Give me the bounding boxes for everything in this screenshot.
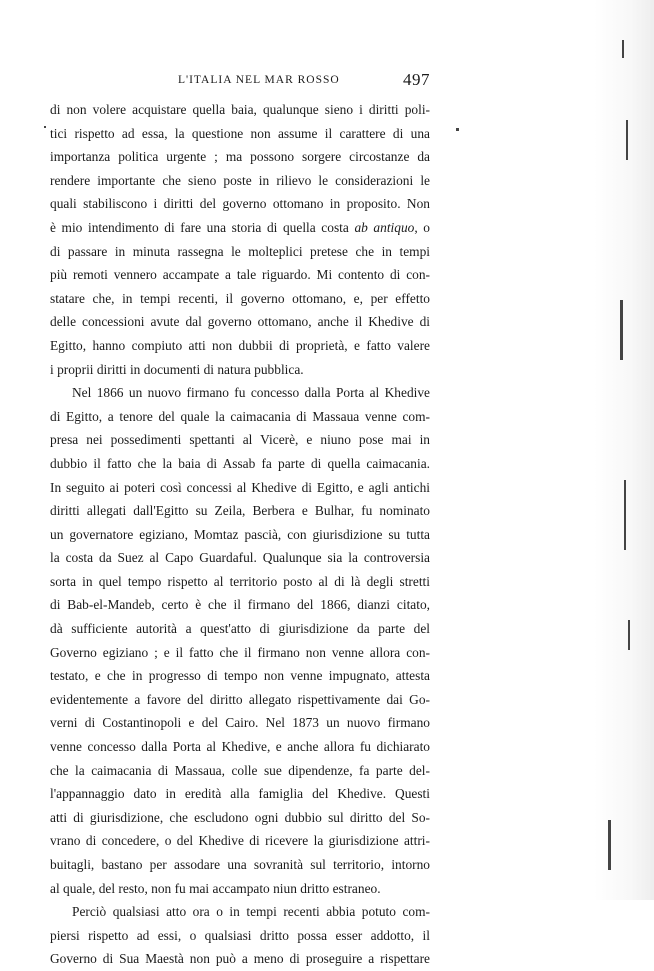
scan-speck	[626, 120, 628, 160]
text-line: di non volere acquistare quella baia, qualunque sieno i diritti poli-	[50, 102, 430, 117]
body-text	[50, 98, 430, 971]
binding-shadow	[594, 0, 654, 900]
text-line: Governo egiziano ; e il fatto che il firmano non venne allora con-	[50, 644, 430, 660]
running-title: L'ITALIA NEL MAR ROSSO	[178, 74, 340, 86]
text-line: la costa da Suez al Capo Guardaful. Qualunque sia la controversia	[50, 550, 430, 566]
text-line: sorta in quel tempo rispetto al territorio posto al di là degli stretti	[50, 573, 430, 589]
paragraph-end-line: al quale, del resto, non fu mai accampato niun dritto estraneo.	[50, 880, 381, 896]
scan-speck	[620, 300, 623, 360]
text-line: che la caimacania di Massaua, colle sue dipendenze, fa parte del-	[50, 762, 430, 778]
text-line: di passare in minuta rassegna le molteplici pretese che in tempi	[50, 243, 430, 259]
text-line: rendere importante che sieno poste in rilievo le considerazioni le	[50, 172, 430, 188]
text-line: Governo di Sua Maestà non può a meno di proseguire a rispettare	[50, 951, 430, 967]
text-line: è mio intendimento di fare una storia di quella costa ab antiquo, o	[50, 219, 431, 235]
text-line: venne concesso dalla Porta al Khedive, e anche allora fu dichiarato	[50, 739, 430, 755]
text-line: di Egitto, a tenore del quale la caimacania di Massaua venne com-	[50, 408, 430, 424]
text-line: presa nei possedimenti spettanti al Vicerè, e niuno pose mai in	[50, 432, 430, 448]
paragraph-start-line: Nel 1866 un nuovo firmano fu concesso dalla Porta al Khedive	[72, 385, 430, 401]
text-line: piersi rispetto ad essi, o qualsiasi dritto possa esser addotto, il	[50, 927, 430, 943]
scan-speck	[44, 126, 46, 128]
scan-speck	[608, 820, 611, 870]
text-line: quali stabiliscono i diritti del governo ottomano in proposito. Non	[50, 196, 430, 212]
scan-speck	[456, 128, 459, 131]
text-line: buitagli, bastano per assodare una sovranità sul territorio, intorno	[50, 857, 430, 872]
latin-phrase: ab antiquo	[354, 219, 415, 235]
scan-speck	[624, 480, 626, 550]
scan-speck	[622, 40, 624, 58]
page-header	[50, 70, 430, 94]
text-line: delle concessioni avute dal governo ottomano, anche il Khedive di	[50, 314, 430, 330]
text-line: statare che, in tempi recenti, il governo ottomano, e, per effetto	[50, 290, 430, 306]
paragraph-end-line: i proprii diritti in documenti di natura pubblica.	[50, 361, 304, 377]
text-line: vrano di concedere, o del Khedive di ricevere la giurisdizione attri-	[50, 833, 430, 849]
text-line: In seguito ai poteri così concessi al Khedive di Egitto, e agli antichi	[50, 479, 430, 495]
text-line: testato, e che in progresso di tempo non venne impugnato, attesta	[50, 668, 430, 684]
text-line: dubbio il fatto che la baia di Assab fa parte di quella caimacania.	[50, 455, 430, 471]
text-line: atti di giurisdizione, che escludono ogni dubbio sul diritto del So-	[50, 809, 430, 825]
text-line: verni di Costantinopoli e del Cairo. Nel 1873 un nuovo firmano	[50, 715, 430, 731]
page-number: 497	[403, 70, 430, 89]
text-line: di Bab-el-Mandeb, certo è che il firmano del 1866, dianzi citato,	[50, 597, 430, 613]
scan-speck	[628, 620, 630, 650]
text-line: dà sufficiente autorità a quest'atto di giurisdizione da parte del	[50, 621, 430, 637]
text-line: diritti allegati dall'Egitto su Zeila, Berbera e Bulhar, fu nominato	[50, 503, 430, 519]
text-line: evidentemente a favore del diritto allegato rispettivamente dai Go-	[50, 691, 430, 707]
text-line: più remoti vennero accampate a tale riguardo. Mi contento di con-	[50, 267, 430, 283]
text-line: Egitto, hanno compiuto atti non dubbii di proprietà, e fatto valere	[50, 337, 430, 353]
paragraph-start-line: Perciò qualsiasi atto ora o in tempi recenti abbia potuto com-	[72, 904, 430, 920]
text-line: tici rispetto ad essa, la questione non assume il carattere di una	[50, 125, 430, 141]
text-line: l'appannaggio dato in eredità alla famiglia del Khedive. Questi	[50, 786, 430, 802]
text-line: un governatore egiziano, Momtaz pascià, con giurisdizione su tutta	[50, 526, 430, 542]
text-line: importanza politica urgente ; ma possono sorgere circostanze da	[50, 149, 430, 165]
